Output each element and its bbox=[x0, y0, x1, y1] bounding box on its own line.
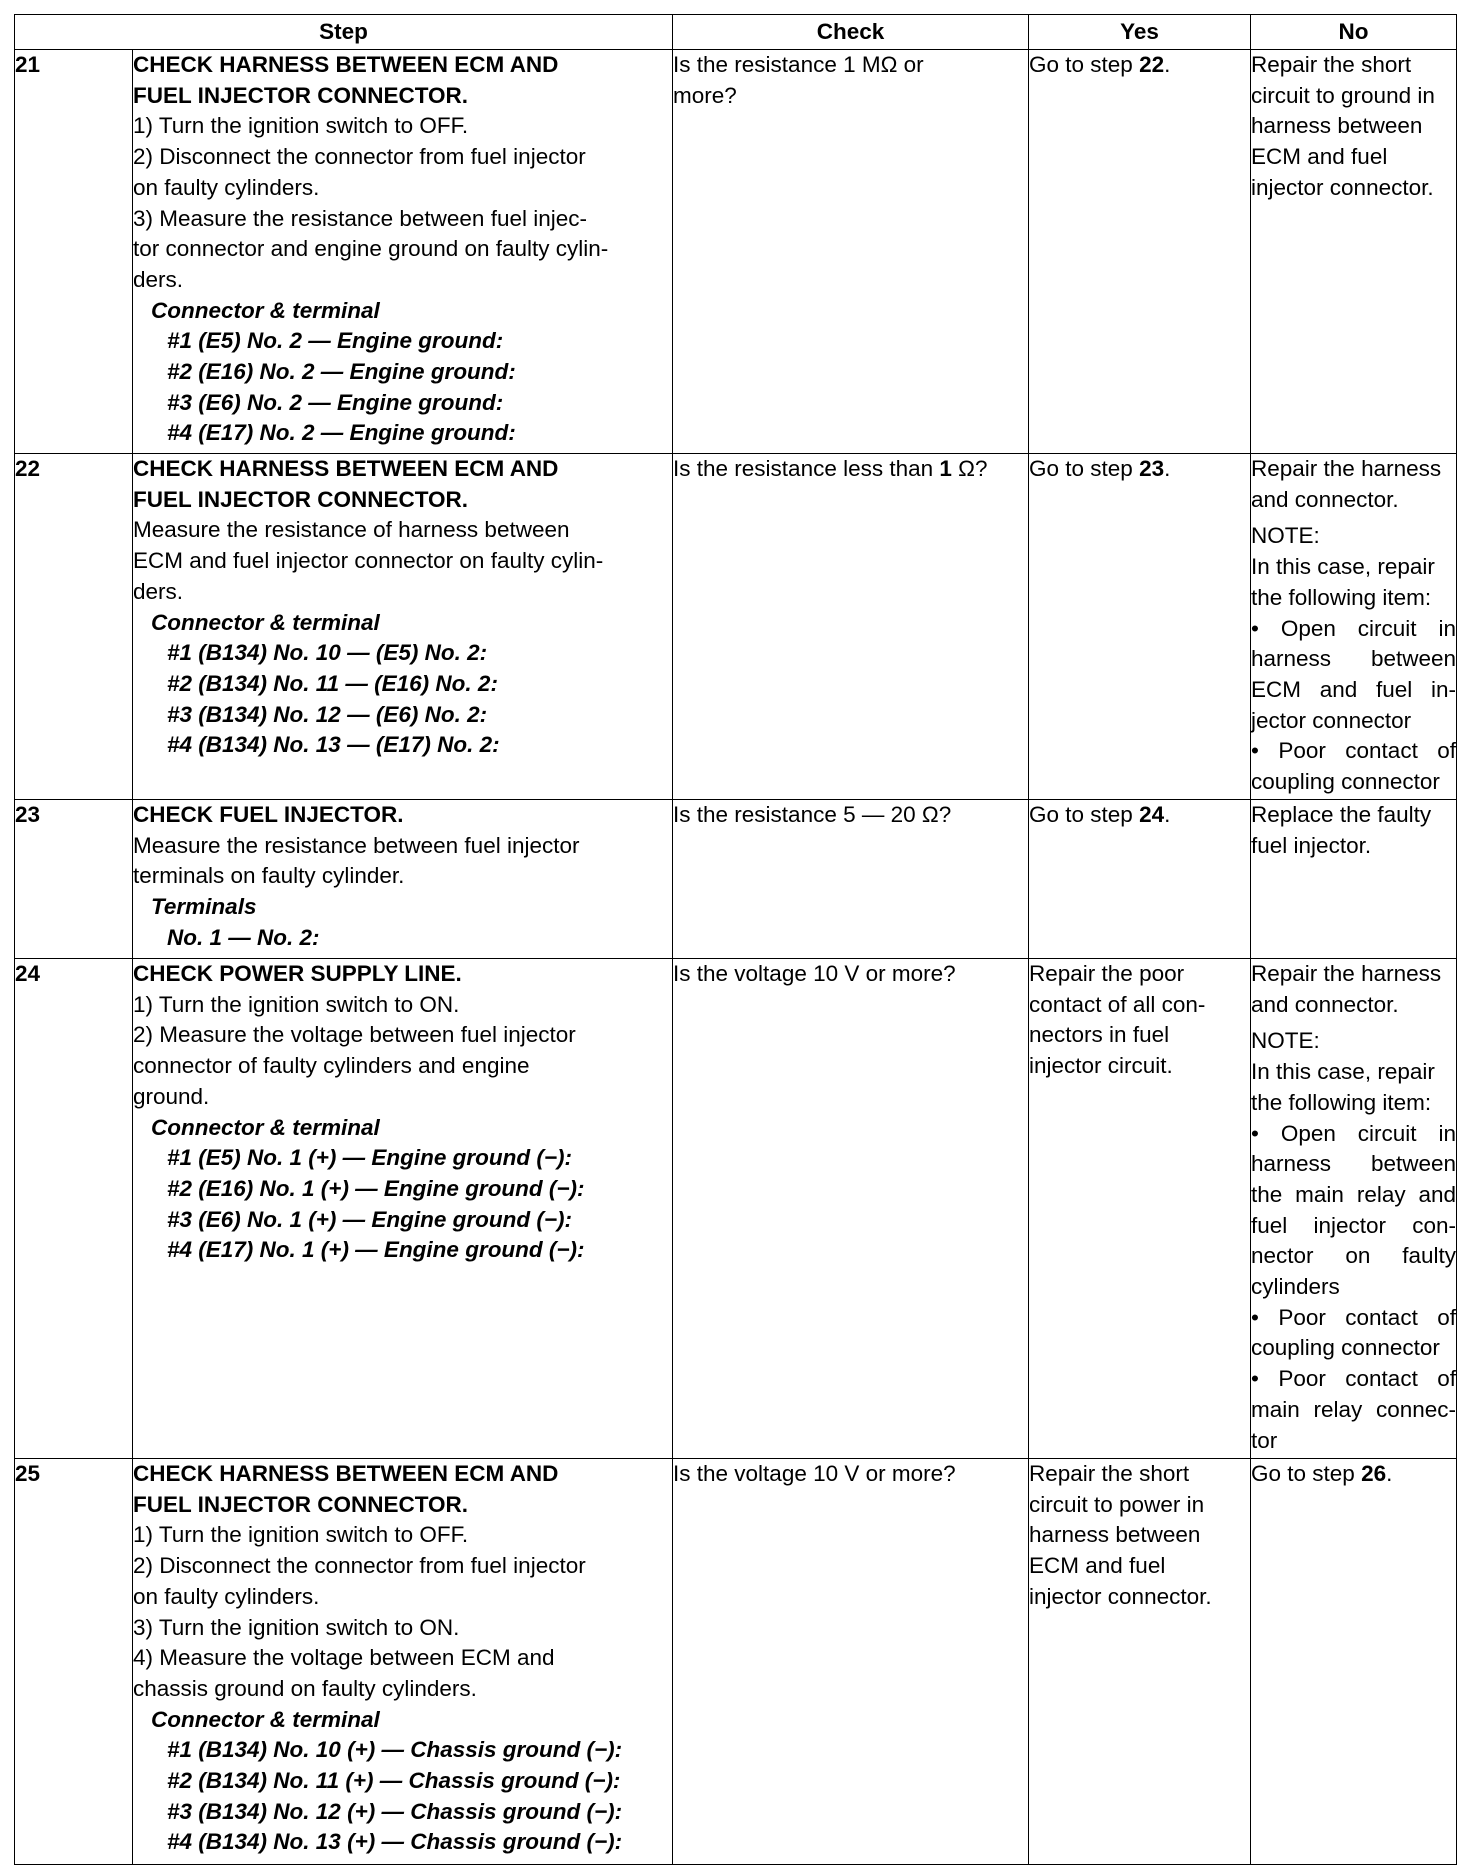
step-number: 21 bbox=[15, 50, 133, 454]
connector-terminal-title: Connector & terminal bbox=[151, 1114, 380, 1140]
check-text-suffix: Ω? bbox=[951, 456, 988, 481]
connector-terminal-line: #3 (E6) No. 2 — Engine ground: bbox=[167, 389, 504, 415]
step-text: ground. bbox=[133, 1083, 210, 1109]
step-text: ders. bbox=[133, 578, 184, 604]
step-text: 3) Turn the ignition switch to ON. bbox=[133, 1614, 460, 1640]
step-text: chassis ground on faulty cylinders. bbox=[133, 1675, 477, 1701]
step-text: 2) Disconnect the connector from fuel injector bbox=[133, 144, 586, 170]
no-cell bbox=[1251, 50, 1457, 454]
yes-text: nectors in fuel bbox=[1029, 1022, 1170, 1048]
step-text: connector of faulty cylinders and engine bbox=[133, 1053, 530, 1079]
step-heading: CHECK FUEL INJECTOR. bbox=[133, 802, 404, 827]
step-text: on faulty cylinders. bbox=[133, 174, 320, 200]
note-item: • Poor contact of coupling connector bbox=[1251, 738, 1457, 795]
note-text: In this case, repair bbox=[1251, 1059, 1435, 1085]
no-text-suffix: . bbox=[1386, 1461, 1393, 1486]
connector-terminal-line: #2 (B134) No. 11 (+) — Chassis ground (−): bbox=[167, 1768, 621, 1794]
step-text: Measure the resistance of harness between bbox=[133, 517, 570, 543]
connector-terminal-line: #4 (E17) No. 1 (+) — Engine ground (−): bbox=[167, 1237, 585, 1263]
no-text: Repair the harness bbox=[1251, 961, 1442, 986]
step-text: 1) Turn the ignition switch to OFF. bbox=[133, 113, 469, 139]
step-cell bbox=[133, 1459, 673, 1865]
connector-terminal-line: #3 (B134) No. 12 — (E6) No. 2: bbox=[167, 701, 488, 727]
no-text: and connector. bbox=[1251, 991, 1399, 1017]
yes-text: circuit to power in bbox=[1029, 1491, 1205, 1517]
yes-text: harness between bbox=[1029, 1522, 1201, 1548]
yes-cell bbox=[1029, 959, 1251, 1459]
yes-text: Repair the short bbox=[1029, 1461, 1190, 1486]
yes-text: injector circuit. bbox=[1029, 1053, 1173, 1079]
step-cell bbox=[133, 959, 673, 1459]
connector-terminal-line: #2 (B134) No. 11 — (E16) No. 2: bbox=[167, 670, 498, 696]
no-text: Replace the faulty bbox=[1251, 802, 1432, 827]
step-number: 24 bbox=[15, 959, 133, 1459]
step-text: 3) Measure the resistance between fuel injec- bbox=[133, 205, 587, 231]
yes-text: contact of all con- bbox=[1029, 991, 1206, 1017]
note-label: NOTE: bbox=[1251, 523, 1320, 549]
connector-terminal-line: #3 (E6) No. 1 (+) — Engine ground (−): bbox=[167, 1206, 573, 1232]
terminals-title: Terminals bbox=[151, 894, 257, 920]
check-cell bbox=[673, 800, 1029, 959]
connector-terminal-title: Connector & terminal bbox=[151, 297, 380, 323]
note-item: • Poor contact of main relay connec-tor bbox=[1251, 1366, 1457, 1453]
note-text: the following item: bbox=[1251, 584, 1432, 610]
no-text: fuel injector. bbox=[1251, 832, 1372, 858]
header-no: No bbox=[1251, 15, 1457, 50]
yes-cell bbox=[1029, 1459, 1251, 1865]
check-text: Is the voltage 10 V or more? bbox=[673, 961, 956, 986]
yes-text: Go to step bbox=[1029, 456, 1140, 481]
step-number: 23 bbox=[15, 800, 133, 959]
connector-terminal-line: #1 (E5) No. 2 — Engine ground: bbox=[167, 328, 504, 354]
step-text: 2) Measure the voltage between fuel injector bbox=[133, 1022, 576, 1048]
no-text: ECM and fuel bbox=[1251, 144, 1388, 170]
diagnostic-table bbox=[14, 14, 1457, 1865]
no-text: harness between bbox=[1251, 113, 1423, 139]
connector-terminal-line: #4 (B134) No. 13 (+) — Chassis ground (−): bbox=[167, 1829, 623, 1855]
no-cell bbox=[1251, 454, 1457, 800]
step-number: 25 bbox=[15, 1459, 133, 1865]
step-text: ders. bbox=[133, 266, 184, 292]
check-cell bbox=[673, 959, 1029, 1459]
step-reference: 23 bbox=[1139, 456, 1165, 481]
note-label: NOTE: bbox=[1251, 1028, 1320, 1054]
step-heading: CHECK HARNESS BETWEEN ECM AND bbox=[133, 1461, 559, 1486]
check-text: Is the resistance 1 MΩ or bbox=[673, 52, 924, 77]
table-row bbox=[15, 800, 1457, 959]
step-text: tor connector and engine ground on faulty cylin- bbox=[133, 236, 609, 262]
no-cell bbox=[1251, 959, 1457, 1459]
connector-terminal-line: #1 (B134) No. 10 (+) — Chassis ground (−): bbox=[167, 1737, 623, 1763]
yes-cell bbox=[1029, 800, 1251, 959]
no-text: Repair the harness bbox=[1251, 456, 1442, 481]
header-row bbox=[15, 15, 1457, 50]
step-text: 1) Turn the ignition switch to OFF. bbox=[133, 1522, 469, 1548]
step-text: 1) Turn the ignition switch to ON. bbox=[133, 991, 460, 1017]
step-number: 22 bbox=[15, 454, 133, 800]
step-text: 4) Measure the voltage between ECM and bbox=[133, 1645, 555, 1671]
table-row bbox=[15, 1459, 1457, 1865]
check-cell bbox=[673, 1459, 1029, 1865]
step-reference: 26 bbox=[1361, 1461, 1387, 1486]
table-row bbox=[15, 454, 1457, 800]
check-text: Is the resistance less than bbox=[673, 456, 940, 481]
connector-terminal-line: #2 (E16) No. 2 — Engine ground: bbox=[167, 359, 516, 385]
no-text: Repair the short bbox=[1251, 52, 1412, 77]
step-text: ECM and fuel injector connector on faulty cylin- bbox=[133, 548, 604, 574]
step-text: on faulty cylinders. bbox=[133, 1583, 320, 1609]
step-cell bbox=[133, 50, 673, 454]
check-cell bbox=[673, 454, 1029, 800]
no-text: and connector. bbox=[1251, 486, 1399, 512]
step-heading: CHECK HARNESS BETWEEN ECM AND bbox=[133, 456, 559, 481]
step-heading: FUEL INJECTOR CONNECTOR. bbox=[133, 486, 469, 512]
note-item: • Open circuit in harness between ECM and fuel in-jector connector bbox=[1251, 615, 1457, 733]
table-row bbox=[15, 50, 1457, 454]
step-heading: FUEL INJECTOR CONNECTOR. bbox=[133, 1491, 469, 1517]
no-cell bbox=[1251, 800, 1457, 959]
yes-text-suffix: . bbox=[1164, 52, 1171, 77]
step-heading: FUEL INJECTOR CONNECTOR. bbox=[133, 82, 469, 108]
terminals-line: No. 1 — No. 2: bbox=[167, 924, 320, 950]
yes-text: Go to step bbox=[1029, 802, 1140, 827]
yes-text: Repair the poor bbox=[1029, 961, 1185, 986]
no-text: circuit to ground in bbox=[1251, 82, 1435, 108]
step-cell bbox=[133, 454, 673, 800]
no-cell bbox=[1251, 1459, 1457, 1865]
step-text: terminals on faulty cylinder. bbox=[133, 863, 405, 889]
step-reference: 22 bbox=[1139, 52, 1165, 77]
connector-terminal-title: Connector & terminal bbox=[151, 609, 380, 635]
note-text: the following item: bbox=[1251, 1089, 1432, 1115]
note-item: • Open circuit in harness between the main relay and fuel injector con-nector on faulty cylinders bbox=[1251, 1120, 1457, 1300]
note-text: In this case, repair bbox=[1251, 554, 1435, 580]
connector-terminal-line: #3 (B134) No. 12 (+) — Chassis ground (−): bbox=[167, 1798, 623, 1824]
check-value: 1 bbox=[939, 456, 952, 481]
connector-terminal-line: #4 (E17) No. 2 — Engine ground: bbox=[167, 420, 516, 446]
step-reference: 24 bbox=[1139, 802, 1165, 827]
check-cell bbox=[673, 50, 1029, 454]
step-cell bbox=[133, 800, 673, 959]
header-step: Step bbox=[15, 15, 673, 50]
no-text: Go to step bbox=[1251, 1461, 1362, 1486]
yes-text: ECM and fuel bbox=[1029, 1553, 1166, 1579]
no-text: injector connector. bbox=[1251, 174, 1434, 200]
yes-cell bbox=[1029, 454, 1251, 800]
yes-text: injector connector. bbox=[1029, 1583, 1212, 1609]
connector-terminal-line: #1 (E5) No. 1 (+) — Engine ground (−): bbox=[167, 1145, 573, 1171]
yes-text: Go to step bbox=[1029, 52, 1140, 77]
step-heading: CHECK HARNESS BETWEEN ECM AND bbox=[133, 52, 559, 77]
check-text: more? bbox=[673, 82, 737, 108]
yes-text-suffix: . bbox=[1164, 456, 1171, 481]
connector-terminal-line: #1 (B134) No. 10 — (E5) No. 2: bbox=[167, 640, 488, 666]
header-check: Check bbox=[673, 15, 1029, 50]
step-text: 2) Disconnect the connector from fuel injector bbox=[133, 1553, 586, 1579]
connector-terminal-line: #2 (E16) No. 1 (+) — Engine ground (−): bbox=[167, 1175, 585, 1201]
check-text: Is the resistance 5 — 20 Ω? bbox=[673, 802, 952, 827]
connector-terminal-title: Connector & terminal bbox=[151, 1706, 380, 1732]
table-row bbox=[15, 959, 1457, 1459]
header-yes: Yes bbox=[1029, 15, 1251, 50]
yes-text-suffix: . bbox=[1164, 802, 1171, 827]
step-heading: CHECK POWER SUPPLY LINE. bbox=[133, 961, 462, 986]
note-item: • Poor contact of coupling connector bbox=[1251, 1304, 1457, 1361]
step-text: Measure the resistance between fuel injector bbox=[133, 832, 580, 858]
yes-cell bbox=[1029, 50, 1251, 454]
check-text: Is the voltage 10 V or more? bbox=[673, 1461, 956, 1486]
connector-terminal-line: #4 (B134) No. 13 — (E17) No. 2: bbox=[167, 732, 500, 758]
